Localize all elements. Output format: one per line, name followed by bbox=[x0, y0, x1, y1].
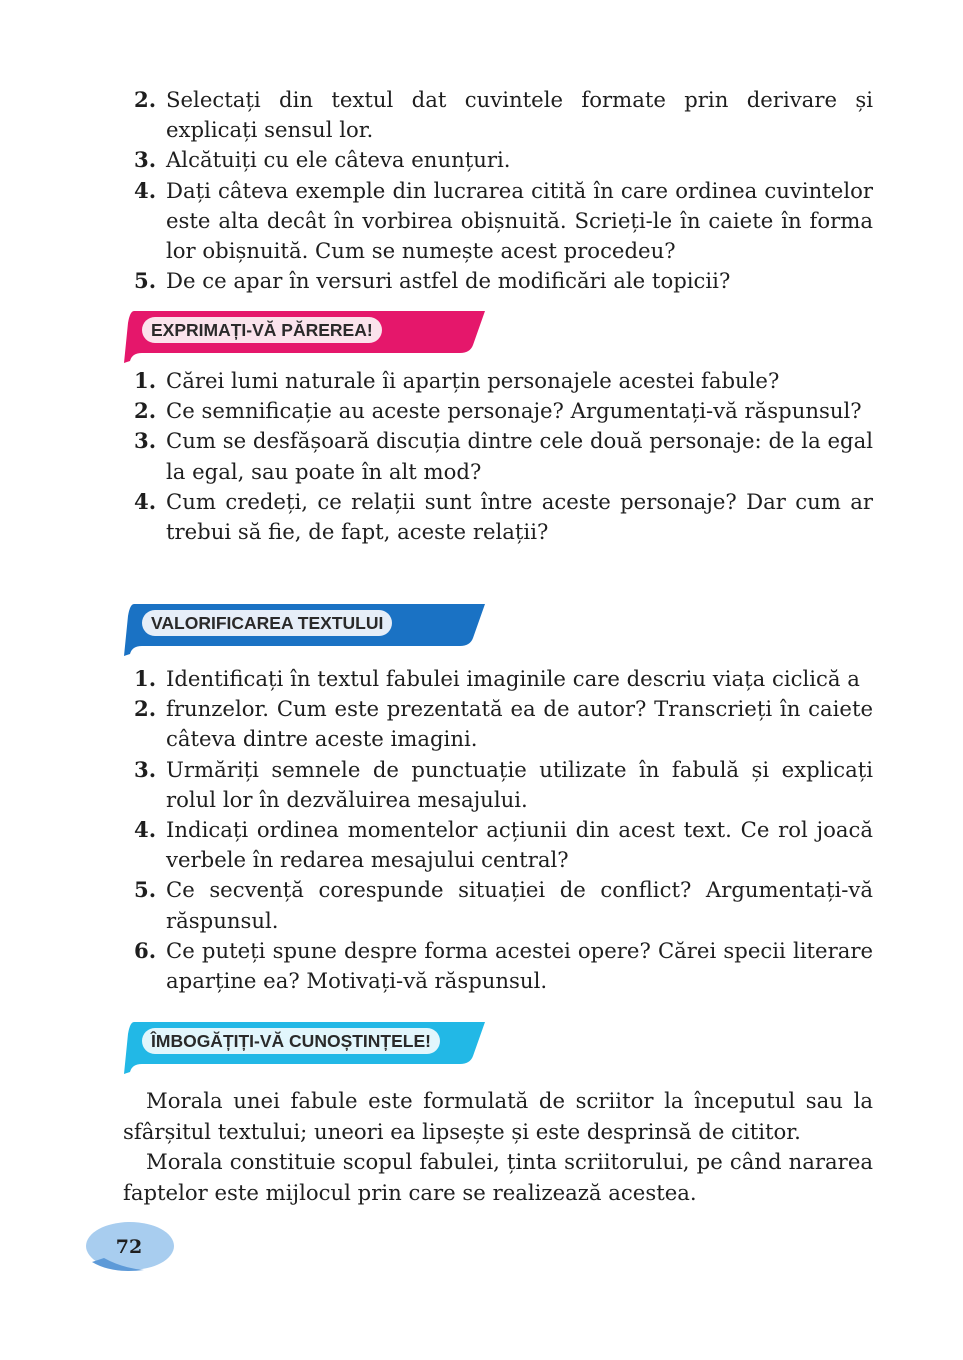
item-text: Ce semnificație au aceste personaje? Argumentați-vă răspunsul? bbox=[166, 398, 862, 424]
list-item bbox=[134, 176, 873, 267]
questions-list-opinion bbox=[134, 366, 873, 547]
item-text: Cărei lumi naturale îi aparțin personajele acestei fabule? bbox=[166, 368, 780, 393]
item-number: 4. bbox=[134, 488, 157, 514]
list-item bbox=[134, 145, 873, 175]
item-number: 4. bbox=[134, 177, 157, 203]
item-text: De ce apar în versuri astfel de modificări ale topicii? bbox=[166, 268, 731, 294]
item-text: Ce puteți spune despre forma acestei opere? Cărei specii literare aparține ea? Motivați-vă răspunsul. bbox=[166, 937, 873, 994]
item-text: Selectați din textul dat cuvintele formate prin derivare și explicați sensul lor. bbox=[166, 87, 873, 143]
questions-list-top bbox=[134, 85, 873, 296]
page-number: 72 bbox=[115, 1236, 143, 1258]
knowledge-paragraph: Morala constituie scopul fabulei, ținta scriitorului, pe când nararea faptelor este mijlocul prin care se realizează acestea. bbox=[123, 1149, 873, 1205]
item-text: Identificați în textul fabulei imaginile care descriu viața ciclică a bbox=[166, 666, 860, 691]
item-text: frunzelor. Cum este prezentată ea de autor? Transcrieți în caiete câteva dintre aceste imagini. bbox=[166, 696, 873, 752]
item-text: Dați câteva exemple din lucrarea citită în care ordinea cuvintelor este alta decât în vorbirea obișnuită. Scrieți-le în caiete în forma lor obișnuită. Cum se numește acest procedeu? bbox=[166, 177, 873, 264]
list-item bbox=[134, 396, 873, 426]
item-number: 5. bbox=[134, 877, 157, 903]
page-number-badge bbox=[82, 1218, 176, 1276]
item-number: 2. bbox=[134, 696, 157, 722]
knowledge-paragraph: Morala unei fabule este formulată de scriitor la începutul sau la sfârșitul textului; uneori ea lipsește și este desprinsă de cititor. bbox=[123, 1088, 873, 1144]
item-number: 3. bbox=[134, 147, 157, 173]
section-banner-valorification bbox=[124, 602, 488, 658]
section-heading: EXPRIMAȚI-VĂ PĂREREA! bbox=[142, 317, 382, 343]
list-item bbox=[134, 487, 873, 547]
section-heading: VALORIFICAREA TEXTULUI bbox=[142, 610, 392, 636]
section-banner-opinion bbox=[124, 309, 488, 365]
item-text: Ce secvență corespunde situației de conflict? Argumentați-vă răspunsul. bbox=[166, 877, 873, 933]
list-item bbox=[134, 85, 873, 145]
item-text: Cum credeți, ce relații sunt între aceste personaje? Dar cum ar trebui să fie, de fapt, aceste relații? bbox=[166, 488, 873, 545]
section-heading: ÎMBOGĂȚIȚI-VĂ CUNOȘTINȚELE! bbox=[142, 1028, 440, 1054]
item-number: 1. bbox=[134, 666, 157, 691]
list-item bbox=[134, 664, 873, 694]
item-number: 1. bbox=[134, 368, 157, 393]
questions-list-valorification bbox=[134, 664, 873, 996]
item-number: 6. bbox=[134, 937, 157, 963]
item-text: Cum se desfășoară discuția dintre cele două personaje: de la egal la egal, sau poate în alt mod? bbox=[166, 428, 873, 484]
item-number: 4. bbox=[134, 817, 157, 843]
list-item bbox=[134, 875, 873, 935]
item-number: 3. bbox=[134, 428, 157, 454]
list-item bbox=[134, 266, 873, 296]
section-banner-knowledge bbox=[124, 1020, 488, 1076]
list-item bbox=[134, 426, 873, 486]
item-number: 2. bbox=[134, 87, 157, 112]
list-item bbox=[134, 815, 873, 875]
item-text: Urmăriți semnele de punctuație utilizate în fabulă și explicați rolul lor în dezvăluirea mesajului. bbox=[166, 756, 873, 812]
item-text: Indicați ordinea momentelor acțiunii din acest text. Ce rol joacă verbele în redarea mesajului central? bbox=[166, 817, 873, 873]
list-item bbox=[134, 936, 873, 996]
list-item bbox=[134, 366, 873, 396]
list-item bbox=[134, 755, 873, 815]
item-number: 2. bbox=[134, 398, 157, 424]
item-text: Alcătuiți cu ele câteva enunțuri. bbox=[166, 147, 511, 173]
item-number: 3. bbox=[134, 756, 157, 782]
item-number: 5. bbox=[134, 268, 157, 294]
list-item bbox=[134, 694, 873, 754]
